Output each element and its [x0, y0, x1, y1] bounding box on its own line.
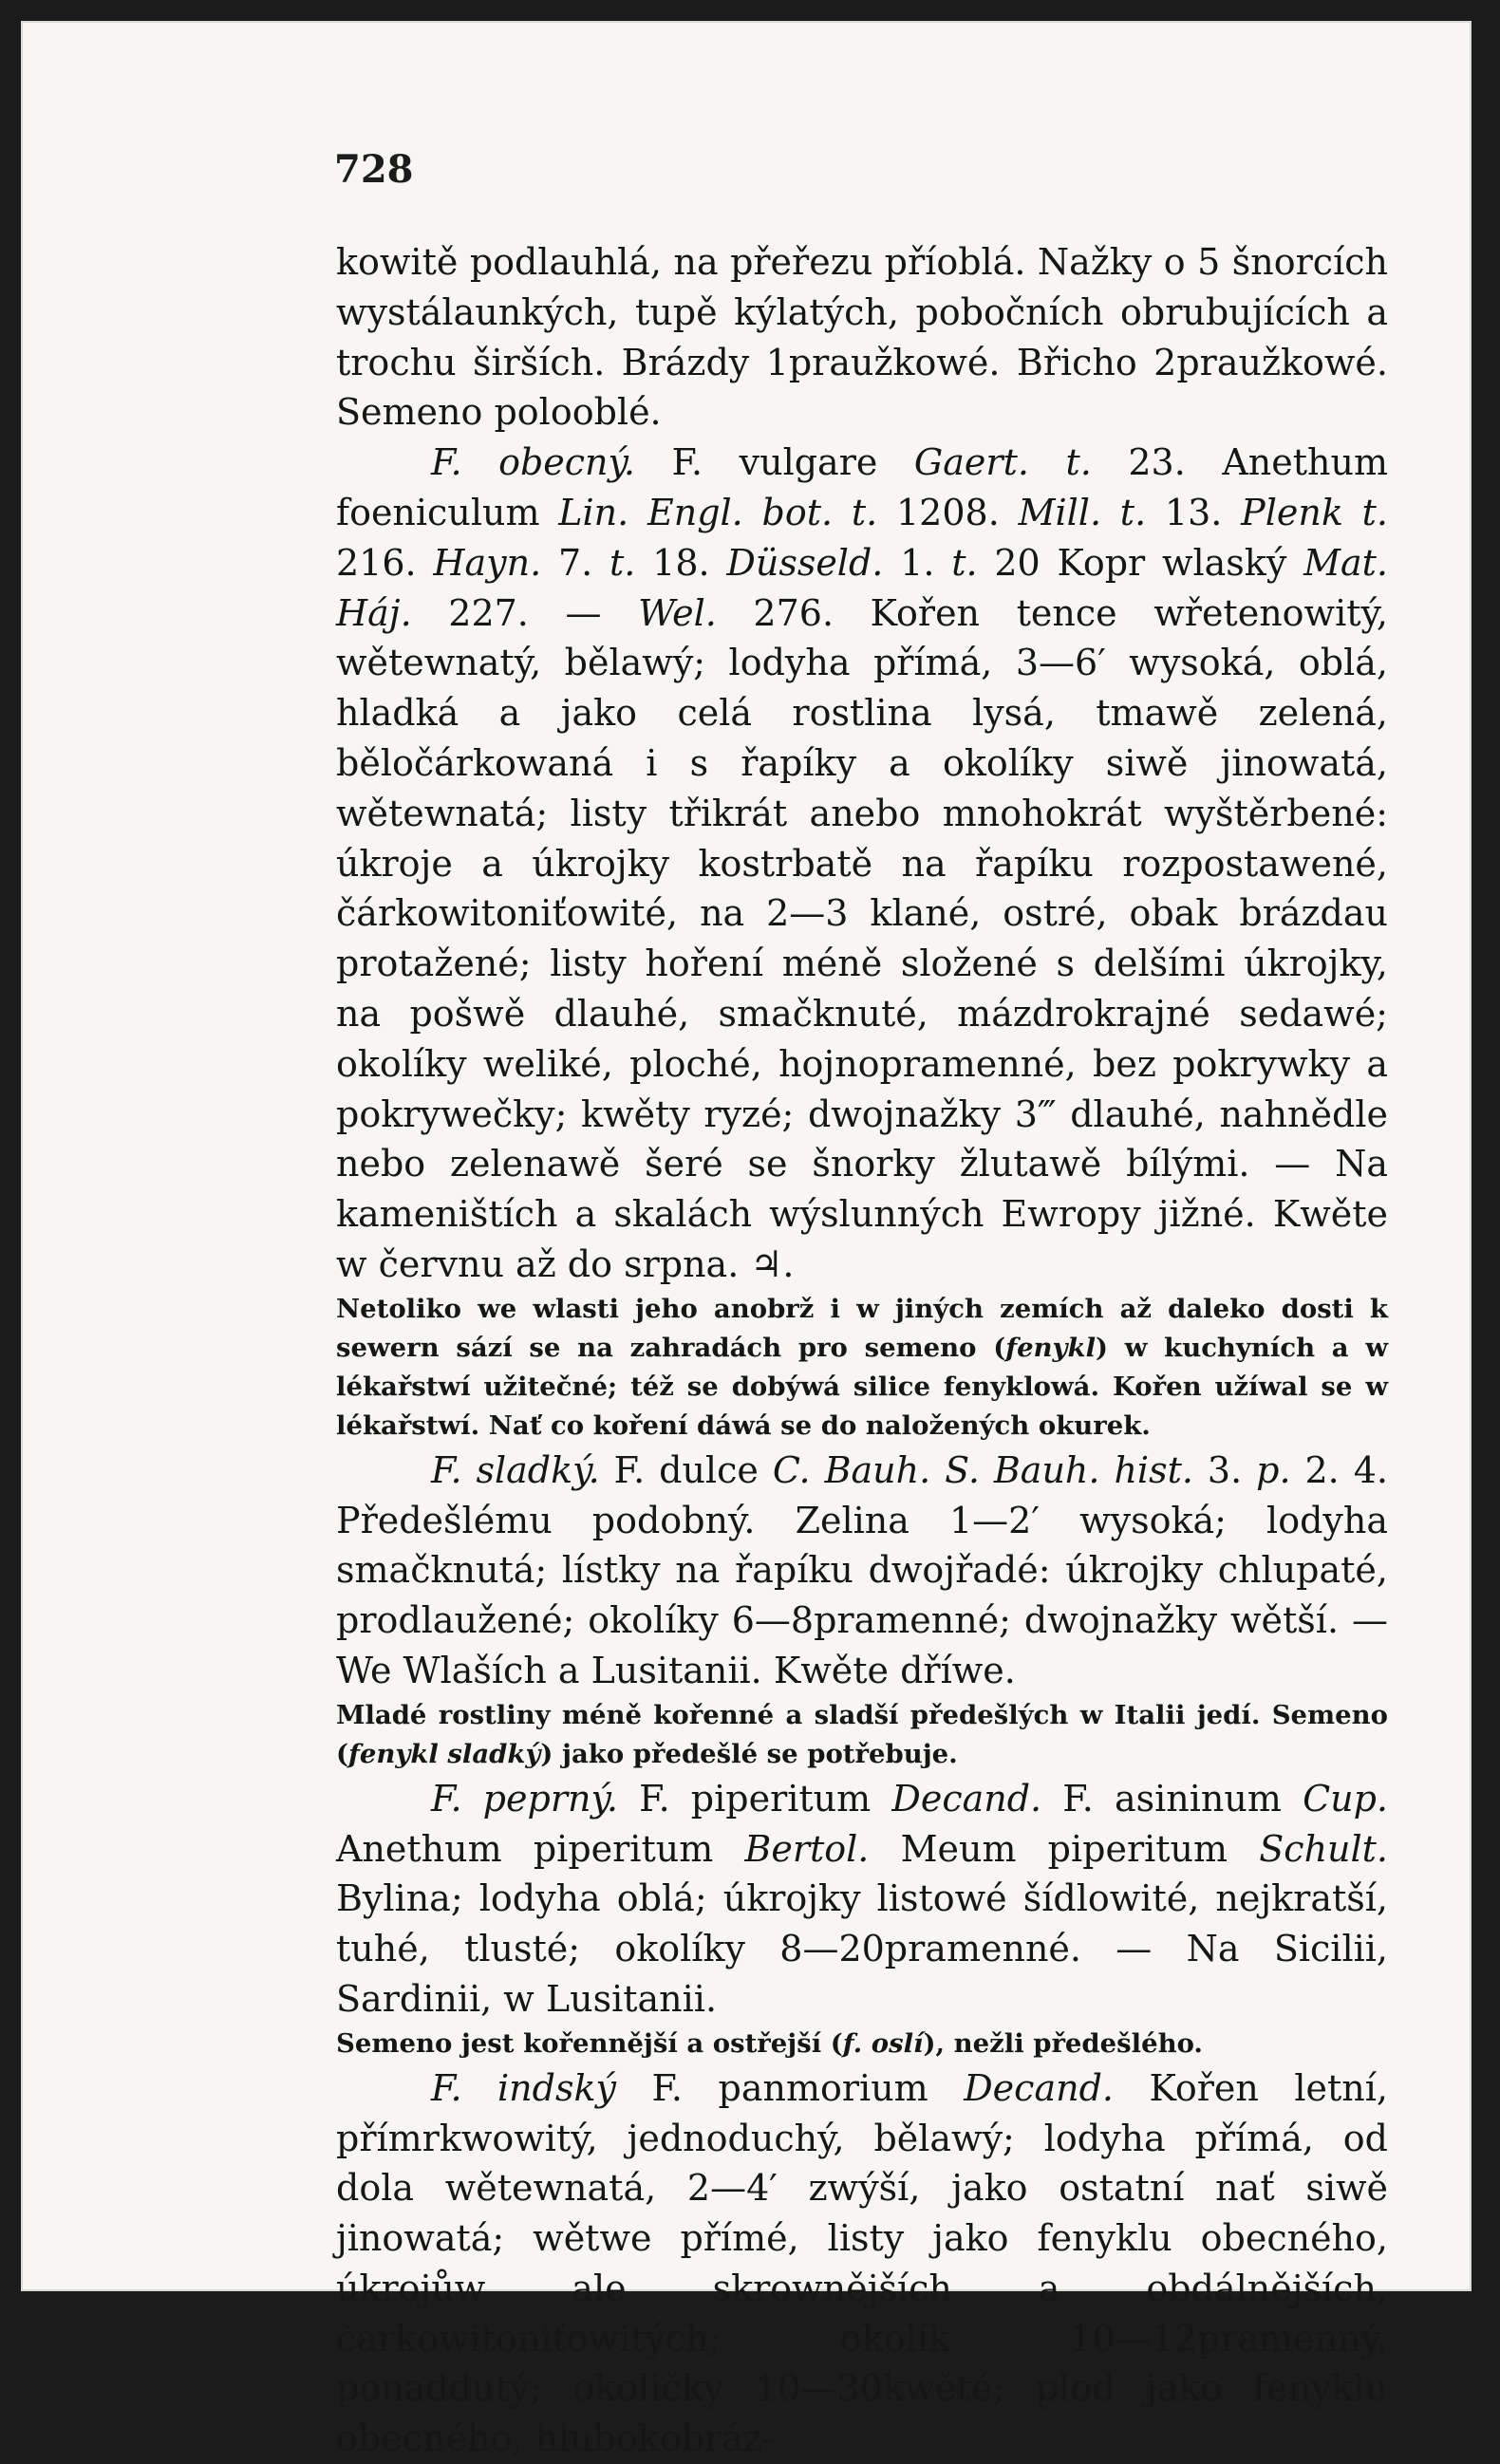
italic-run: Wel. [638, 591, 717, 634]
italic-run: Düsseld. [726, 541, 884, 584]
italic-run: Decand. [891, 1777, 1042, 1820]
italic-run: f. oslí [842, 2027, 924, 2059]
italic-run: Cup. [1303, 1777, 1389, 1820]
small-print-note [336, 1696, 1388, 1774]
text-run: 7. [541, 541, 610, 584]
page-text [336, 237, 1388, 2464]
text-run: F. dulce [599, 1448, 773, 1491]
text-run: 18. [635, 541, 727, 584]
text-run: Kořen letní, přímrkwowitý, jednoduchý, bělawý; lodyha přímá, od dola wětewnatá, 2—4′ zwýší, jako ostatní nať siwě jinowatá; wětwe přímé, listy jako fenyklu obecného, úkrojůw ale skrownějších a obdálnějších, čarkowitoniťowitých; okolík 10—12pramenný, ponaddutý; okoličky 10—30kwěté; plod jako fenyklu obecného, hlubokobráz- [336, 2066, 1388, 2460]
text-run: ) jako předešlé se potřebuje. [540, 1738, 958, 1769]
text-run: 13. [1146, 491, 1242, 533]
text-run: Netoliko we wlasti jeho anobrž i w jiných zemích až daleko dosti k sewern sází se na zahradách pro semeno ( [336, 1293, 1388, 1363]
text-run: 1. [883, 541, 952, 584]
text-run: F. panmorium [615, 2066, 965, 2109]
italic-run: Mat. Háj. [336, 541, 1388, 634]
book-page [21, 21, 1472, 2460]
page-number: 728 [334, 147, 414, 192]
text-run: Mladé rostliny méně kořenné a sladší předešlých w Italii jedí. Semeno ( [336, 1699, 1388, 1769]
species-paragraph [336, 2063, 1388, 2464]
species-paragraph [336, 438, 1388, 1290]
italic-run: t. [951, 541, 978, 584]
italic-run: F. sladký. [431, 1448, 600, 1491]
text-run: kowitě podlauhlá, na přeřezu příoblá. Nažky o 5 šnorcích wystálaunkých, tupě kýlatých, pobočních obrubujících a trochu širších. Brázdy 1praužkowé. Břicho 2praužkowé. Semeno polooblé. [336, 241, 1388, 434]
text-run: Anethum piperitum [336, 1827, 745, 1870]
italic-run: F. peprný. [431, 1777, 618, 1820]
text-run: F. asininum [1041, 1777, 1303, 1820]
italic-run: F. obecný. [431, 441, 636, 484]
text-run: Meum piperitum [869, 1827, 1260, 1870]
species-paragraph [336, 1774, 1388, 2025]
text-run: 23. Anethum foeniculum [336, 441, 1388, 533]
text-run: 2. 4. Předešlému podobný. Zelina 1—2′ wysoká; lodyha smačknutá; lístky na řapíku dwojřadé: úkrojky chlupaté, prodlaužené; okolíky 6—8pramenné; dwojnažky wětší. — We Wlaších a Lusitanii. Kwěte dříwe. [336, 1448, 1388, 1691]
text-run: 216. [336, 541, 434, 584]
italic-run: Schult. [1259, 1827, 1389, 1870]
text-run: 3. [1192, 1448, 1257, 1491]
text-run: F. piperitum [617, 1777, 892, 1820]
text-run: ) w kuchyních a w lékařstwí užitečné; též se dobýwá silice fenyklowá. Kořen užíwal se w lékařstwí. Nať co koření dáwá se do naložených okurek. [336, 1332, 1388, 1441]
continuation-paragraph [336, 237, 1388, 438]
italic-run: Lin. Engl. bot. t. [558, 491, 878, 533]
italic-run: F. indský [431, 2066, 616, 2109]
italic-run: fenykl sladký [348, 1738, 541, 1769]
italic-run: Decand. [964, 2066, 1114, 2109]
italic-run: C. Bauh. S. Bauh. hist. [772, 1448, 1193, 1491]
text-run: 276. Kořen tence wřetenowitý, wětewnatý, bělawý; lodyha přímá, 3—6′ wysoká, oblá, hladká a jako celá rostlina lysá, tmawě zelená, běločárkowaná i s řapíky a okolíky siwě jinowatá, wětewnatá; listy třikrát anebo mnohokrát wyštěrbené: úkroje a úkrojky kostrbatě na řapíku rozpostawené, čárkowitoniťowité, na 2—3 klané, ostré, obak brázdau protažené; listy hoření méně složené s delšími úkrojky, na pošwě dlauhé, smačknuté, mázdrokrajné sedawé; okolíky weliké, ploché, hojnopramenné, bez pokrywky a pokrywečky; kwěty ryzé; dwojnažky 3‴ dlauhé, nahnědle nebo zelenawě šeré se šnorky žlutawě bílými. — Na kameništích a skalách wýslunných Ewropy jižné. Kwěte w červnu až do srpna. ♃. [336, 591, 1388, 1285]
text-run: Bylina; lodyha oblá; úkrojky listowé šídlowité, nejkratší, tuhé, tlusté; okolíky 8—20pramenné. — Na Sicilii, Sardinii, w Lusitanii. [336, 1877, 1388, 2020]
italic-run: Gaert. t. [913, 441, 1092, 484]
text-run: 1208. [877, 491, 1019, 533]
italic-run: Hayn. [433, 541, 542, 584]
text-run: Semeno jest kořennější a ostřejší ( [336, 2027, 843, 2059]
italic-run: p. [1256, 1448, 1291, 1491]
italic-run: fenykl [1005, 1332, 1097, 1363]
text-run: 227. — [411, 591, 639, 634]
small-print-note [336, 1290, 1388, 1446]
text-run: F. vulgare [635, 441, 914, 484]
italic-run: t. [609, 541, 636, 584]
italic-run: Mill. t. [1018, 491, 1147, 533]
text-run: 20 Kopr wlaský [977, 541, 1304, 584]
small-print-note [336, 2025, 1388, 2063]
italic-run: Plenk t. [1241, 491, 1388, 533]
species-paragraph [336, 1446, 1388, 1696]
text-run: ), nežli předešlého. [923, 2027, 1204, 2059]
italic-run: Bertol. [744, 1827, 870, 1870]
